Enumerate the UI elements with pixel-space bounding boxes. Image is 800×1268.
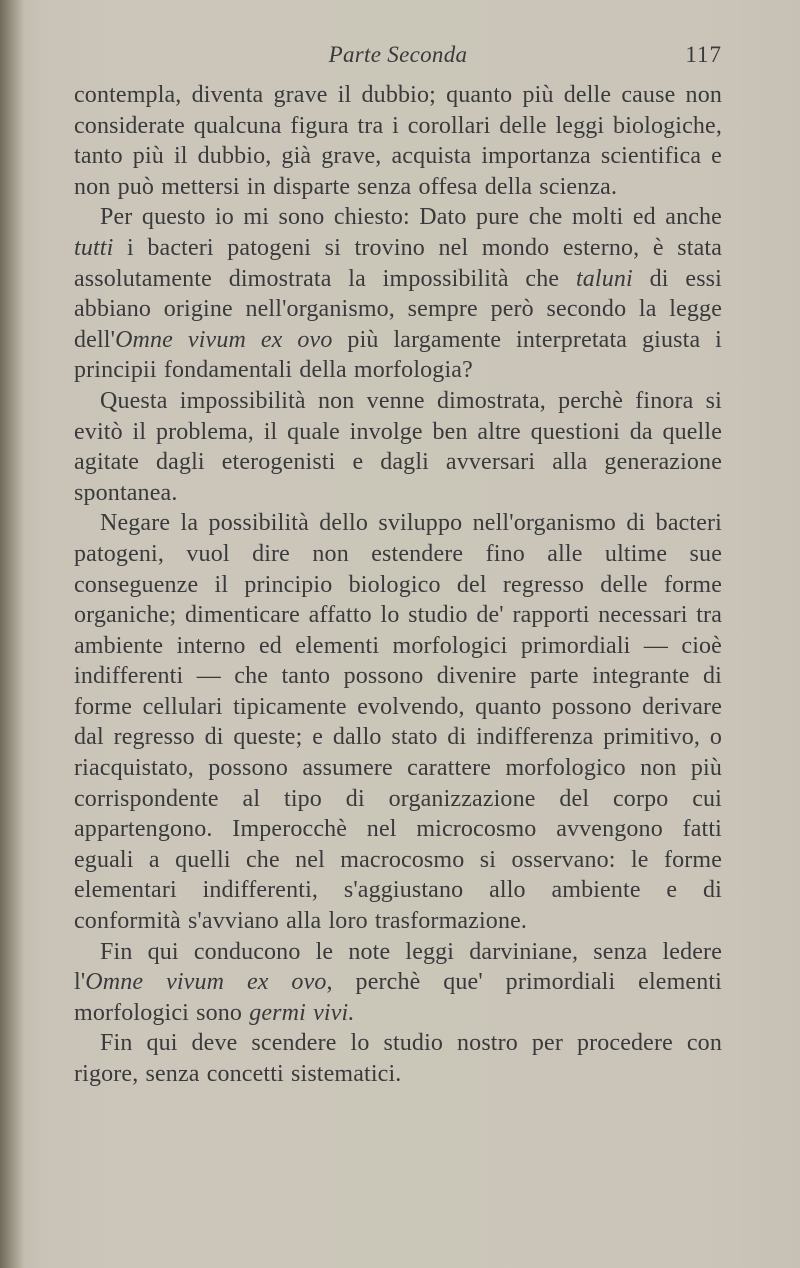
running-title: Parte Seconda (328, 42, 468, 67)
text-run: più largamente interpretata giusta i principii fondamentali della morfologia? (74, 326, 722, 384)
text-run: , perchè que' primordiali elementi morfologici sono (74, 969, 722, 1026)
italic-term: Omne vivum ex ovo (115, 326, 333, 353)
paragraph (74, 1028, 722, 1089)
paragraph (74, 202, 722, 386)
text-run: Questa impossibilità non venne dimostrata, perchè finora si evitò il problema, il quale involge ben altre questioni da quelle agitate dagli eterogenisti e dagli avversari alla generazione spontanea. (74, 387, 722, 506)
binding-edge (0, 0, 24, 1268)
body-text (74, 80, 722, 1090)
paragraph (74, 80, 722, 202)
italic-term: taluni (575, 265, 633, 292)
italic-term: germi vivi. (249, 999, 355, 1026)
text-run: i bacteri patogeni si trovino nel mondo esterno, è stata assolutamente dimostrata la impossibilità che (74, 234, 722, 292)
italic-term: Omne vivum ex ovo (85, 969, 327, 996)
text-run: contempla, diventa grave il dubbio; quanto più delle cause non considerate qualcuna figura tra i corollari delle leggi biologiche, tanto più il dubbio, già grave, acquista importanza scientifica e non può mettersi in disparte senza offesa della scienza. (74, 82, 722, 200)
running-head (74, 38, 722, 78)
page-number: 117 (685, 42, 722, 67)
italic-term: tutti (74, 234, 114, 261)
text-run: Per questo io mi sono chiesto: Dato pure che molti ed anche (100, 204, 722, 231)
text-run: di essi abbiano origine nell'organismo, sempre però secondo la legge dell' (74, 265, 722, 353)
text-run: Fin qui conducono le note leggi darviniane, senza ledere l' (74, 938, 722, 996)
paragraph (74, 937, 722, 1029)
paragraph (74, 508, 722, 936)
paragraph (74, 386, 722, 508)
text-run: Fin qui deve scendere lo studio nostro per procedere con rigore, senza concetti sistematici. (74, 1030, 722, 1087)
text-run: Negare la possibilità dello sviluppo nell'organismo di bacteri patogeni, vuol dire non estendere fino alle ultime sue conseguenze il principio biologico del regresso delle forme organiche; dimenticare affatto lo studio de' rapporti necessari tra ambiente interno ed elementi morfologici primordiali — cioè indifferenti — che tanto possono divenire parte integrante di forme cellulari tipicamente evolvendo, quanto possono derivare dal regresso di queste; e dallo stato di indifferenza primitivo, o riacquistato, possono assumere carattere morfologico non più corrispondente al tipo di organizzazione del corpo cui appartengono. Imperocchè nel microcosmo avvengono fatti eguali a quelli che nel macrocosmo si osservano: le forme elementari indifferenti, s'aggiustano allo ambiente e di conformità s'avviano alla loro trasformazione. (74, 510, 722, 935)
